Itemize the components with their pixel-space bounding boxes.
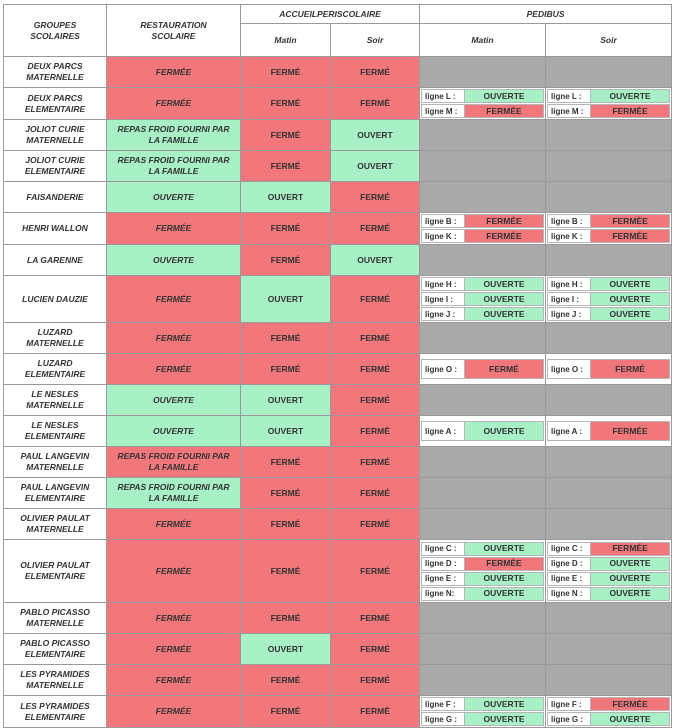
pedibus-matin-cell xyxy=(420,57,546,88)
accueil-soir-status: OUVERT xyxy=(331,245,420,276)
pedibus-line-status: FERMÉE xyxy=(591,229,670,243)
accueil-matin-status: FERMÉ xyxy=(241,603,331,634)
restauration-status: OUVERTE xyxy=(107,245,241,276)
accueil-matin-status: OUVERT xyxy=(241,385,331,416)
header-accueil-matin: Matin xyxy=(241,24,331,57)
table-row xyxy=(4,120,672,151)
accueil-soir-status: FERMÉ xyxy=(331,665,420,696)
pedibus-line-name: ligne O : xyxy=(421,359,465,379)
restauration-status: FERMÉE xyxy=(107,540,241,603)
accueil-soir-status: FERMÉ xyxy=(331,88,420,120)
pedibus-line-name: ligne J : xyxy=(547,307,591,321)
pedibus-line xyxy=(421,359,544,379)
pedibus-line-name: ligne D : xyxy=(547,557,591,571)
accueil-matin-status: OUVERT xyxy=(241,276,331,323)
table-row xyxy=(4,354,672,385)
pedibus-line xyxy=(421,104,544,118)
pedibus-line-name: ligne C : xyxy=(547,542,591,556)
school-name: LUZARD ELEMENTAIRE xyxy=(4,354,107,385)
pedibus-soir-cell xyxy=(546,665,672,696)
header-pedibus-soir: Soir xyxy=(546,24,672,57)
school-name: LES PYRAMIDES ELEMENTAIRE xyxy=(4,696,107,728)
pedibus-line-name: ligne K : xyxy=(547,229,591,243)
table-row xyxy=(4,665,672,696)
pedibus-line xyxy=(547,697,670,711)
accueil-matin-status: FERMÉ xyxy=(241,245,331,276)
pedibus-soir-cell xyxy=(546,447,672,478)
pedibus-line-status: OUVERTE xyxy=(591,89,670,103)
pedibus-line-status: OUVERTE xyxy=(591,572,670,586)
pedibus-line xyxy=(421,542,544,556)
pedibus-line-status: FERMÉE xyxy=(465,214,544,228)
pedibus-line-status: FERMÉE xyxy=(465,557,544,571)
pedibus-line-name: ligne A : xyxy=(547,421,591,441)
table-row xyxy=(4,478,672,509)
school-name: LES PYRAMIDES MATERNELLE xyxy=(4,665,107,696)
pedibus-line-status: FERMÉE xyxy=(465,104,544,118)
pedibus-line-status: FERMÉE xyxy=(591,542,670,556)
pedibus-matin-cell xyxy=(420,182,546,213)
pedibus-line-status: OUVERTE xyxy=(465,697,544,711)
accueil-soir-status: FERMÉ xyxy=(331,603,420,634)
school-name: PABLO PICASSO MATERNELLE xyxy=(4,603,107,634)
pedibus-line xyxy=(547,229,670,243)
school-name: PAUL LANGEVIN MATERNELLE xyxy=(4,447,107,478)
pedibus-line-name: ligne A : xyxy=(421,421,465,441)
pedibus-soir-cell xyxy=(546,385,672,416)
table-row xyxy=(4,276,672,323)
pedibus-soir-cell xyxy=(546,416,672,447)
restauration-status: OUVERTE xyxy=(107,385,241,416)
pedibus-line-status: OUVERTE xyxy=(591,712,670,726)
pedibus-line xyxy=(547,712,670,726)
pedibus-line-status: OUVERTE xyxy=(591,557,670,571)
pedibus-line-name: ligne H : xyxy=(421,277,465,291)
pedibus-line-status: FERMÉ xyxy=(465,359,544,379)
restauration-status: FERMÉE xyxy=(107,88,241,120)
table-row xyxy=(4,603,672,634)
pedibus-matin-cell xyxy=(420,696,546,728)
table-row xyxy=(4,447,672,478)
accueil-matin-status: FERMÉ xyxy=(241,447,331,478)
accueil-soir-status: FERMÉ xyxy=(331,509,420,540)
pedibus-soir-cell xyxy=(546,540,672,603)
pedibus-soir-cell xyxy=(546,213,672,245)
restauration-status: FERMÉE xyxy=(107,634,241,665)
accueil-soir-status: OUVERT xyxy=(331,151,420,182)
school-name: DEUX PARCS ELEMENTAIRE xyxy=(4,88,107,120)
pedibus-line xyxy=(547,307,670,321)
accueil-soir-status: FERMÉ xyxy=(331,57,420,88)
school-name: FAISANDERIE xyxy=(4,182,107,213)
pedibus-line xyxy=(547,104,670,118)
pedibus-matin-cell xyxy=(420,323,546,354)
pedibus-line-name: ligne O : xyxy=(547,359,591,379)
pedibus-line-status: OUVERTE xyxy=(591,292,670,306)
school-name: DEUX PARCS MATERNELLE xyxy=(4,57,107,88)
pedibus-line-name: ligne J : xyxy=(421,307,465,321)
pedibus-line xyxy=(421,572,544,586)
accueil-matin-status: FERMÉ xyxy=(241,665,331,696)
pedibus-matin-cell xyxy=(420,509,546,540)
pedibus-line xyxy=(421,292,544,306)
pedibus-line-status: OUVERTE xyxy=(591,587,670,601)
header-restauration: RESTAURATION SCOLAIRE xyxy=(107,5,241,57)
restauration-status: FERMÉE xyxy=(107,323,241,354)
pedibus-line xyxy=(547,557,670,571)
accueil-matin-status: FERMÉ xyxy=(241,151,331,182)
restauration-status: FERMÉE xyxy=(107,57,241,88)
table-row xyxy=(4,213,672,245)
accueil-soir-status: FERMÉ xyxy=(331,416,420,447)
pedibus-matin-cell xyxy=(420,354,546,385)
pedibus-line xyxy=(421,307,544,321)
pedibus-line-name: ligne L : xyxy=(547,89,591,103)
pedibus-line xyxy=(547,587,670,601)
pedibus-soir-cell xyxy=(546,151,672,182)
table-row xyxy=(4,323,672,354)
pedibus-line-status: OUVERTE xyxy=(465,572,544,586)
accueil-soir-status: FERMÉ xyxy=(331,634,420,665)
school-name: LE NESLES ELEMENTAIRE xyxy=(4,416,107,447)
pedibus-line-name: ligne B : xyxy=(421,214,465,228)
pedibus-line xyxy=(547,572,670,586)
accueil-soir-status: FERMÉ xyxy=(331,213,420,245)
restauration-status: REPAS FROID FOURNI PAR LA FAMILLE xyxy=(107,478,241,509)
pedibus-soir-cell xyxy=(546,354,672,385)
accueil-matin-status: FERMÉ xyxy=(241,509,331,540)
pedibus-soir-cell xyxy=(546,57,672,88)
school-name: LA GARENNE xyxy=(4,245,107,276)
pedibus-matin-cell xyxy=(420,120,546,151)
pedibus-soir-cell xyxy=(546,323,672,354)
accueil-soir-status: FERMÉ xyxy=(331,385,420,416)
pedibus-line-status: OUVERTE xyxy=(465,307,544,321)
pedibus-matin-cell xyxy=(420,447,546,478)
pedibus-matin-cell xyxy=(420,245,546,276)
table-row xyxy=(4,57,672,88)
school-name: OLIVIER PAULAT ELEMENTAIRE xyxy=(4,540,107,603)
restauration-status: FERMÉE xyxy=(107,354,241,385)
pedibus-matin-cell xyxy=(420,151,546,182)
accueil-matin-status: FERMÉ xyxy=(241,57,331,88)
accueil-matin-status: FERMÉ xyxy=(241,540,331,603)
pedibus-line-name: ligne M : xyxy=(421,104,465,118)
pedibus-matin-cell xyxy=(420,540,546,603)
accueil-matin-status: FERMÉ xyxy=(241,478,331,509)
pedibus-line-name: ligne H : xyxy=(547,277,591,291)
table-row xyxy=(4,151,672,182)
pedibus-line xyxy=(421,421,544,441)
pedibus-soir-cell xyxy=(546,245,672,276)
accueil-matin-status: OUVERT xyxy=(241,416,331,447)
school-name: PABLO PICASSO ELEMENTAIRE xyxy=(4,634,107,665)
pedibus-line-name: ligne I : xyxy=(421,292,465,306)
pedibus-soir-cell xyxy=(546,603,672,634)
restauration-status: REPAS FROID FOURNI PAR LA FAMILLE xyxy=(107,120,241,151)
pedibus-soir-cell xyxy=(546,634,672,665)
pedibus-line-name: ligne G : xyxy=(547,712,591,726)
accueil-matin-status: OUVERT xyxy=(241,634,331,665)
accueil-matin-status: FERMÉ xyxy=(241,323,331,354)
school-name: LUZARD MATERNELLE xyxy=(4,323,107,354)
accueil-matin-status: FERMÉ xyxy=(241,88,331,120)
pedibus-soir-cell xyxy=(546,276,672,323)
pedibus-line xyxy=(547,277,670,291)
pedibus-line xyxy=(421,697,544,711)
pedibus-soir-cell xyxy=(546,509,672,540)
header-groupes: GROUPES SCOLAIRES xyxy=(4,5,107,57)
restauration-status: FERMÉE xyxy=(107,696,241,728)
school-name: OLIVIER PAULAT MATERNELLE xyxy=(4,509,107,540)
school-name: LE NESLES MATERNELLE xyxy=(4,385,107,416)
header-pedibus-matin: Matin xyxy=(420,24,546,57)
accueil-soir-status: FERMÉ xyxy=(331,447,420,478)
school-name: HENRI WALLON xyxy=(4,213,107,245)
pedibus-line-status: OUVERTE xyxy=(465,587,544,601)
pedibus-matin-cell xyxy=(420,88,546,120)
restauration-status: OUVERTE xyxy=(107,182,241,213)
pedibus-line xyxy=(421,89,544,103)
restauration-status: FERMÉE xyxy=(107,603,241,634)
accueil-soir-status: OUVERT xyxy=(331,120,420,151)
pedibus-soir-cell xyxy=(546,182,672,213)
table-body xyxy=(4,57,672,728)
pedibus-line xyxy=(547,292,670,306)
pedibus-line-name: ligne B : xyxy=(547,214,591,228)
pedibus-line xyxy=(421,214,544,228)
table-row xyxy=(4,634,672,665)
pedibus-line-status: FERMÉ xyxy=(591,359,670,379)
table-row xyxy=(4,88,672,120)
accueil-soir-status: FERMÉ xyxy=(331,323,420,354)
accueil-matin-status: FERMÉ xyxy=(241,120,331,151)
accueil-matin-status: FERMÉ xyxy=(241,354,331,385)
pedibus-line-status: FERMÉE xyxy=(591,104,670,118)
pedibus-line xyxy=(547,421,670,441)
pedibus-line-name: ligne K : xyxy=(421,229,465,243)
table-row xyxy=(4,182,672,213)
pedibus-line-name: ligne L : xyxy=(421,89,465,103)
pedibus-line-name: ligne F : xyxy=(547,697,591,711)
pedibus-matin-cell xyxy=(420,416,546,447)
table-row xyxy=(4,696,672,728)
pedibus-line-status: OUVERTE xyxy=(465,292,544,306)
table-row xyxy=(4,509,672,540)
restauration-status: OUVERTE xyxy=(107,416,241,447)
pedibus-line xyxy=(547,214,670,228)
accueil-soir-status: FERMÉ xyxy=(331,354,420,385)
pedibus-matin-cell xyxy=(420,665,546,696)
pedibus-line-name: ligne I : xyxy=(547,292,591,306)
pedibus-soir-cell xyxy=(546,88,672,120)
pedibus-line-status: OUVERTE xyxy=(465,89,544,103)
pedibus-matin-cell xyxy=(420,634,546,665)
accueil-matin-status: FERMÉ xyxy=(241,696,331,728)
pedibus-line-name: ligne G : xyxy=(421,712,465,726)
pedibus-matin-cell xyxy=(420,385,546,416)
restauration-status: REPAS FROID FOURNI PAR LA FAMILLE xyxy=(107,151,241,182)
pedibus-line-status: FERMÉE xyxy=(591,697,670,711)
restauration-status: FERMÉE xyxy=(107,509,241,540)
restauration-status: FERMÉE xyxy=(107,276,241,323)
pedibus-line-status: OUVERTE xyxy=(465,712,544,726)
pedibus-matin-cell xyxy=(420,478,546,509)
header-accueil-soir: Soir xyxy=(331,24,420,57)
accueil-soir-status: FERMÉ xyxy=(331,696,420,728)
pedibus-line-name: ligne C : xyxy=(421,542,465,556)
pedibus-line-status: OUVERTE xyxy=(591,277,670,291)
table-row xyxy=(4,245,672,276)
pedibus-line xyxy=(421,712,544,726)
pedibus-line-name: ligne E : xyxy=(547,572,591,586)
pedibus-line-status: FERMÉE xyxy=(591,421,670,441)
table-row xyxy=(4,385,672,416)
schedule-table xyxy=(3,4,672,728)
school-name: PAUL LANGEVIN ELEMENTAIRE xyxy=(4,478,107,509)
pedibus-soir-cell xyxy=(546,696,672,728)
pedibus-matin-cell xyxy=(420,276,546,323)
pedibus-line-name: ligne M : xyxy=(547,104,591,118)
pedibus-line xyxy=(421,229,544,243)
pedibus-line-status: FERMÉE xyxy=(591,214,670,228)
restauration-status: REPAS FROID FOURNI PAR LA FAMILLE xyxy=(107,447,241,478)
school-name: LUCIEN DAUZIE xyxy=(4,276,107,323)
pedibus-line xyxy=(421,587,544,601)
pedibus-line-name: ligne N: xyxy=(421,587,465,601)
pedibus-line xyxy=(547,542,670,556)
pedibus-line xyxy=(421,277,544,291)
accueil-soir-status: FERMÉ xyxy=(331,182,420,213)
pedibus-soir-cell xyxy=(546,478,672,509)
pedibus-line-name: ligne N : xyxy=(547,587,591,601)
pedibus-line-status: OUVERTE xyxy=(465,542,544,556)
pedibus-matin-cell xyxy=(420,603,546,634)
header-accueil: ACCUEILPERISCOLAIRE xyxy=(241,5,420,24)
pedibus-line xyxy=(421,557,544,571)
school-name: JOLIOT CURIE ELEMENTAIRE xyxy=(4,151,107,182)
restauration-status: FERMÉE xyxy=(107,213,241,245)
pedibus-line-status: OUVERTE xyxy=(591,307,670,321)
pedibus-line xyxy=(547,359,670,379)
pedibus-soir-cell xyxy=(546,120,672,151)
accueil-soir-status: FERMÉ xyxy=(331,478,420,509)
accueil-soir-status: FERMÉ xyxy=(331,276,420,323)
pedibus-line-name: ligne D : xyxy=(421,557,465,571)
header-pedibus: PEDIBUS xyxy=(420,5,672,24)
pedibus-line-status: FERMÉE xyxy=(465,229,544,243)
school-name: JOLIOT CURIE MATERNELLE xyxy=(4,120,107,151)
table-row xyxy=(4,416,672,447)
pedibus-line-status: OUVERTE xyxy=(465,421,544,441)
pedibus-matin-cell xyxy=(420,213,546,245)
accueil-matin-status: FERMÉ xyxy=(241,213,331,245)
accueil-matin-status: OUVERT xyxy=(241,182,331,213)
pedibus-line-name: ligne F : xyxy=(421,697,465,711)
pedibus-line xyxy=(547,89,670,103)
accueil-soir-status: FERMÉ xyxy=(331,540,420,603)
pedibus-line-status: OUVERTE xyxy=(465,277,544,291)
restauration-status: FERMÉE xyxy=(107,665,241,696)
table-row xyxy=(4,540,672,603)
pedibus-line-name: ligne E : xyxy=(421,572,465,586)
